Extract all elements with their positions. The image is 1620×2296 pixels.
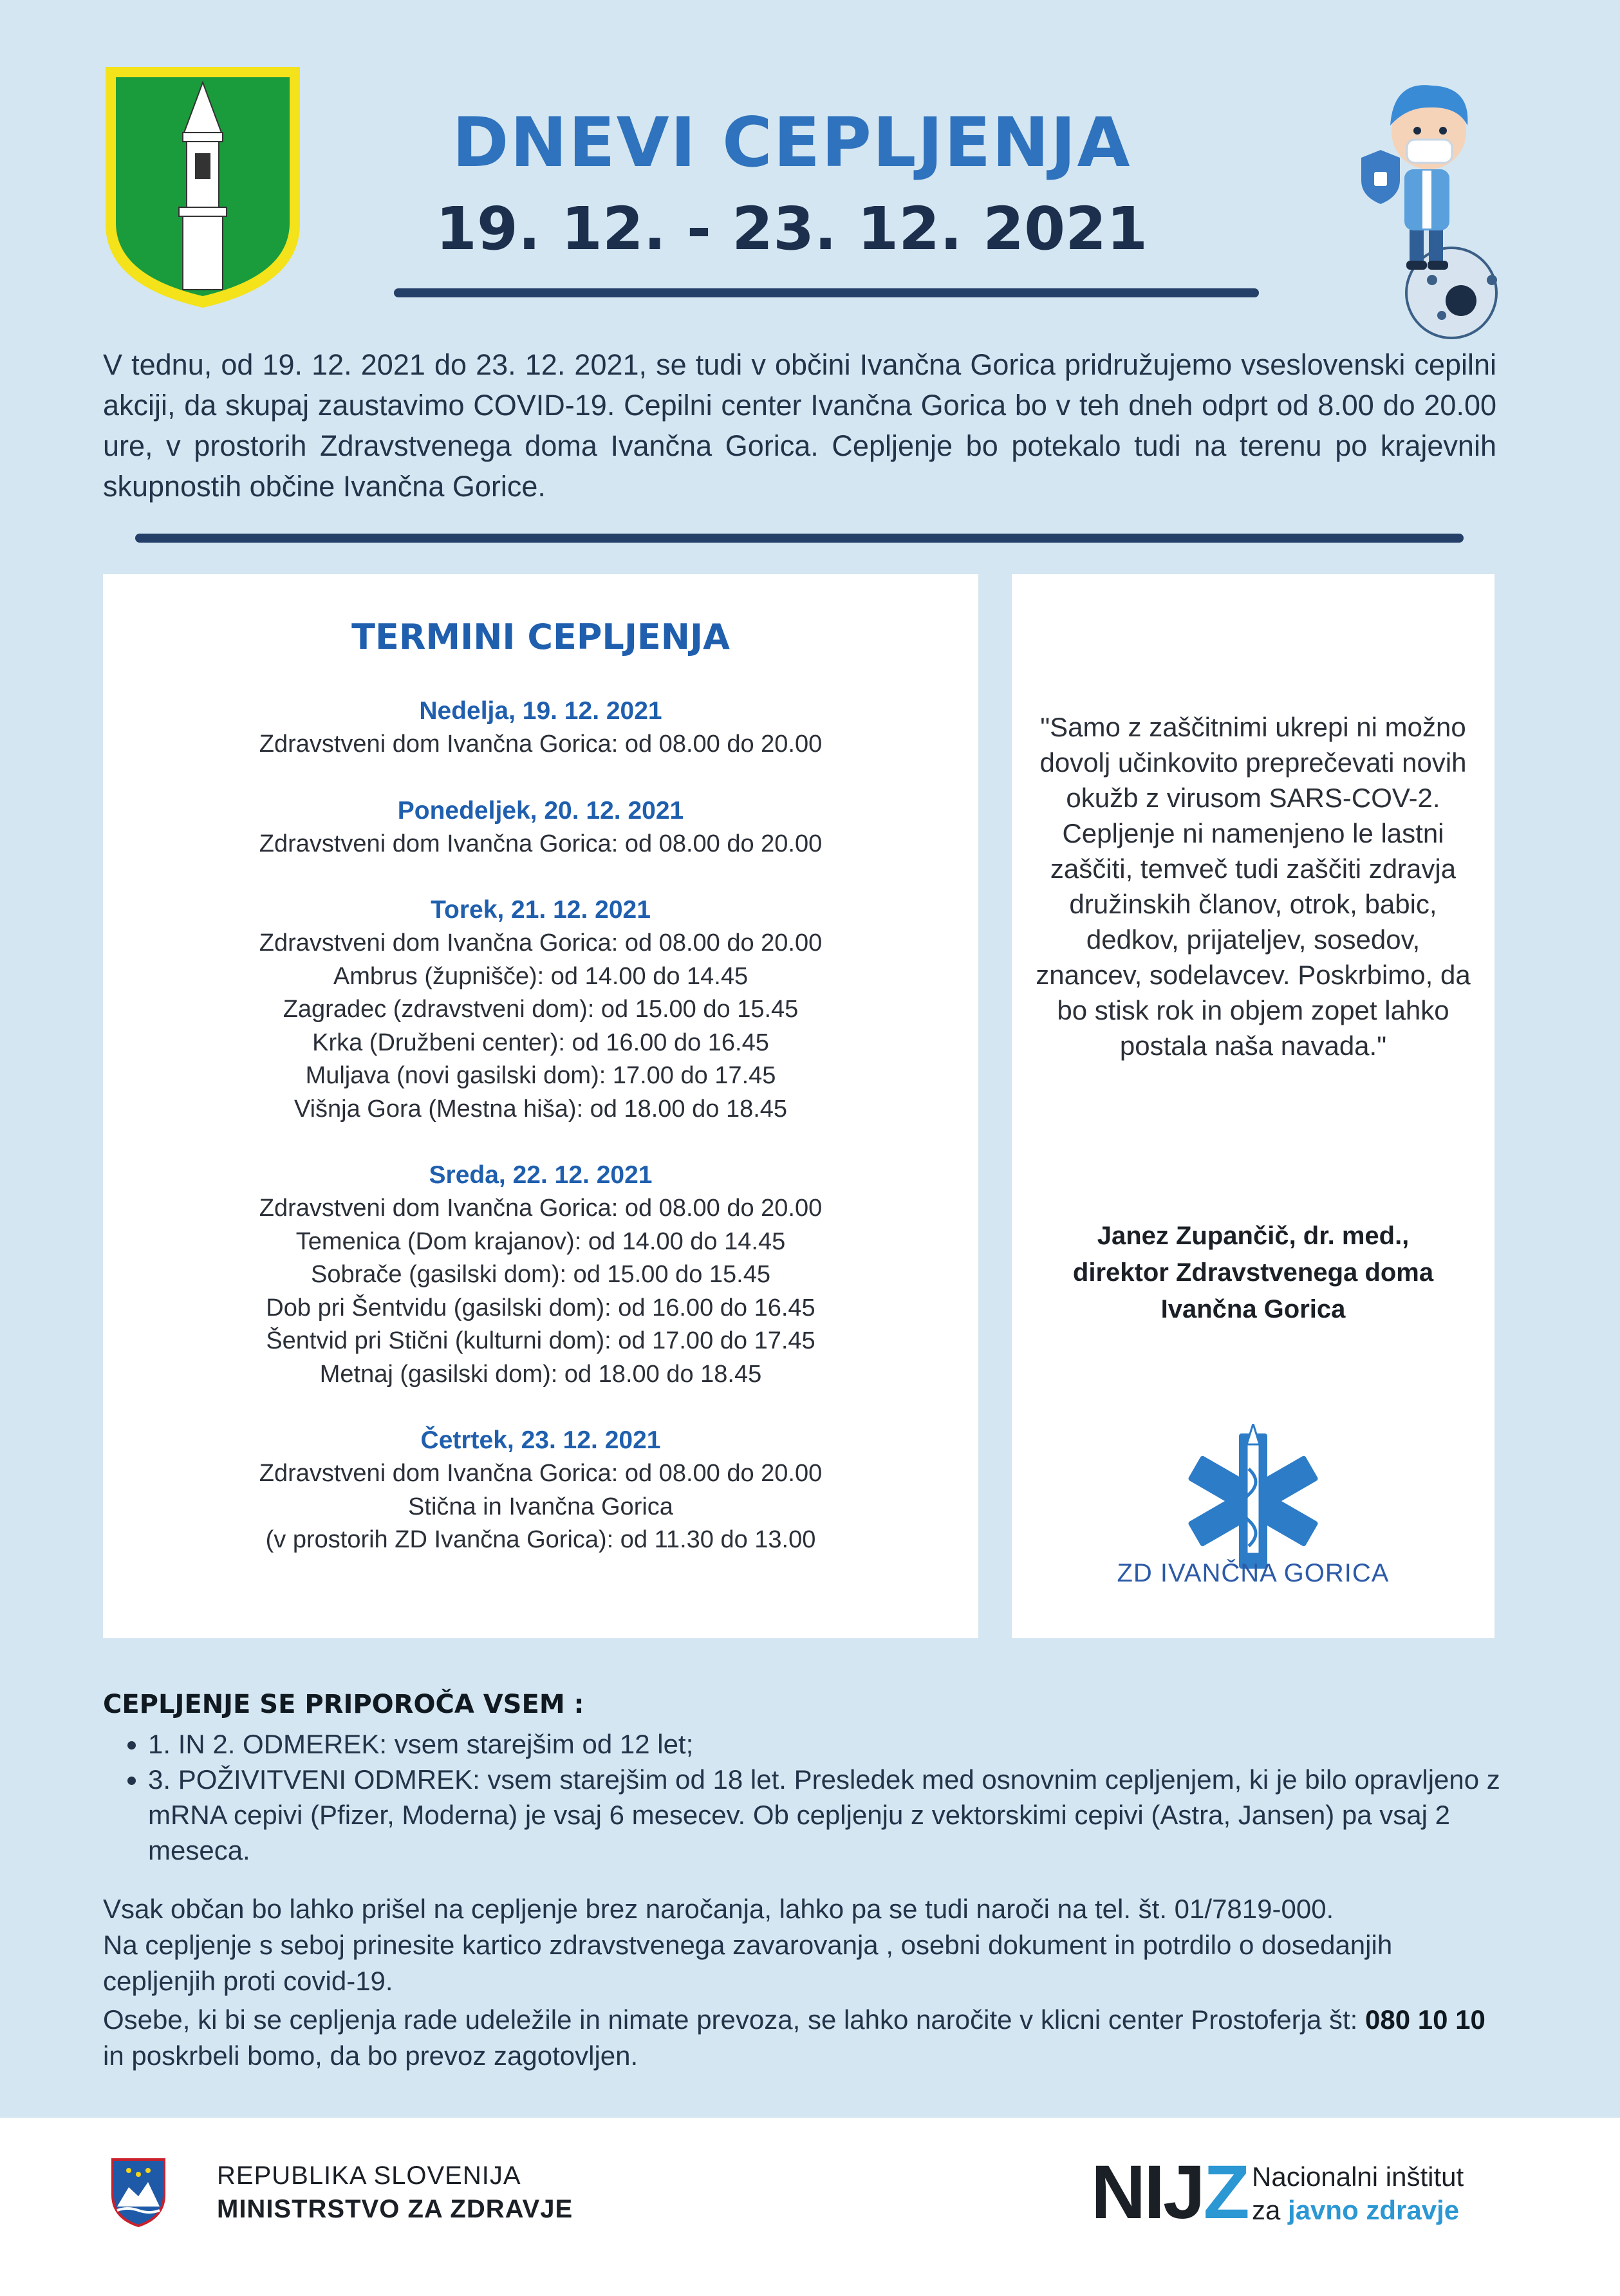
zd-logo-text: ZD IVANČNA GORICA — [1117, 1559, 1390, 1587]
nijz-name-line2 — [1252, 2195, 1459, 2226]
page-title: DNEVI CEPLJENJA — [452, 103, 1131, 182]
nijz-logo-z: Z — [1203, 2150, 1248, 2235]
nijz-line2-highlight: javno zdravje — [1288, 2195, 1460, 2225]
list-item: • 3. POŽIVITVENI ODMREK: vsem starejšim od 18 let. Presledek med osnovnim cepljenjem, ki je bilo opravljeno z mRNA cepivi (Pfizer, Moderna) je vsaj 6 mesecev. Ob cepljenju z vektorskimi cepivi (Astra, Jansen) pa vsaj 2 meseca. — [148, 1762, 1525, 1868]
quote-author — [1025, 1218, 1482, 1328]
day-line: Zdravstveni dom Ivančna Gorica: od 08.00 do 20.00 — [259, 830, 823, 857]
intro-paragraph: V tednu, od 19. 12. 2021 do 23. 12. 2021, se tudi v občini Ivančna Gorica pridružujemo vseslovenski cepilni akciji, da skupaj zaustavimo COVID-19. Cepilni center Ivančna Gorica bo v teh dneh odprt od 8.00 do 20.00 ure, v prostorih Zdravstvenega doma Ivančna Gorica. Cepljenje bo potekalo tudi na terenu po krajevnih skupnostih občine Ivančna Gorice. — [103, 348, 1496, 503]
info-line: Na cepljenje s seboj prinesite kartico zdravstvenega zavarovanja , osebni dokument in potrdilo o dosedanjih cepljenjih proti covid-19. — [103, 1930, 1393, 1996]
day-monday — [103, 794, 978, 861]
day-wednesday — [103, 1159, 978, 1391]
nijz-logo-prefix: NIJ — [1091, 2150, 1204, 2235]
day-line: Temenica (Dom krajanov): od 14.00 do 14.45 — [295, 1227, 786, 1255]
day-thursday — [103, 1424, 978, 1557]
municipal-crest-icon — [102, 63, 304, 310]
intro-divider — [135, 534, 1464, 543]
day-line: Dob pri Šentvidu (gasilski dom): od 16.00 do 16.45 — [266, 1294, 815, 1321]
info-paragraph-registration — [103, 1891, 1500, 1999]
day-line: Stična in Ivančna Gorica — [408, 1493, 673, 1520]
recommendation-list — [119, 1726, 1525, 1868]
info-line: Osebe, ki bi se cepljenja rade udeležile in nimate prevoza, se lahko naročite v klicni center Prostoferja št: — [103, 2004, 1358, 2035]
day-line: Zdravstveni dom Ivančna Gorica: od 08.00 do 20.00 — [259, 731, 823, 758]
author-institution: Ivančna Gorica — [1160, 1295, 1346, 1323]
info-line: in poskrbeli bomo, da bo prevoz zagotovljen. — [103, 2040, 638, 2071]
schedule-days — [103, 695, 978, 1590]
day-title: Sreda, 22. 12. 2021 — [429, 1161, 653, 1189]
nijz-logo — [1091, 2149, 1248, 2236]
day-line: Šentvid pri Stični (kulturni dom): od 17.00 do 17.45 — [266, 1327, 815, 1354]
transport-phone: 080 10 10 — [1365, 2004, 1485, 2035]
footer — [0, 2118, 1620, 2296]
vaccinated-child-illustration — [1345, 61, 1509, 344]
day-line: Višnja Gora (Mestna hiša): od 18.00 do 18.45 — [293, 1095, 788, 1123]
day-line: Zdravstveni dom Ivančna Gorica: od 08.00 do 20.00 — [259, 1460, 823, 1487]
ministry-line2: MINISTRSTVO ZA ZDRAVJE — [217, 2195, 573, 2223]
day-title: Torek, 21. 12. 2021 — [431, 896, 651, 924]
day-line: Ambrus (župnišče): od 14.00 do 14.45 — [333, 962, 749, 990]
schedule-title: TERMINI CEPLJENJA — [351, 617, 730, 657]
day-line: Krka (Družbeni center): od 16.00 do 16.45 — [312, 1029, 769, 1056]
header-divider — [394, 288, 1259, 297]
nijz-name-line1: Nacionalni inštitut — [1252, 2161, 1464, 2192]
day-line: Sobrače (gasilski dom): od 15.00 do 15.45 — [311, 1261, 770, 1288]
day-line: Zagradec (zdravstveni dom): od 15.00 do 15.45 — [283, 996, 799, 1023]
day-tuesday — [103, 893, 978, 1126]
info-line: Vsak občan bo lahko prišel na cepljenje brez naročanja, lahko pa se tudi naroči na tel. št. 01/7819-000. — [103, 1894, 1334, 1924]
day-line: Metnaj (gasilski dom): od 18.00 do 18.45 — [319, 1360, 762, 1388]
author-name: Janez Zupančič, dr. med., — [1097, 1222, 1410, 1250]
day-title: Nedelja, 19. 12. 2021 — [419, 697, 662, 725]
day-title: Četrtek, 23. 12. 2021 — [420, 1426, 661, 1454]
day-line: Zdravstveni dom Ivančna Gorica: od 08.00 do 20.00 — [259, 929, 823, 957]
ministry-line1: REPUBLIKA SLOVENIJA — [217, 2161, 521, 2190]
day-sunday — [103, 695, 978, 761]
list-item: • 1. IN 2. ODMEREK: vsem starejšim od 12 let; — [148, 1726, 1525, 1762]
day-title: Ponedeljek, 20. 12. 2021 — [397, 796, 684, 825]
nijz-line2-prefix: za — [1252, 2195, 1281, 2225]
recommendation-title: CEPLJENJE SE PRIPOROČA VSEM : — [103, 1690, 584, 1719]
quote-panel — [1012, 574, 1494, 1638]
author-title: direktor Zdravstvenega doma — [1072, 1258, 1434, 1287]
day-line: Muljava (novi gasilski dom): 17.00 do 17.45 — [305, 1062, 776, 1089]
day-line: (v prostorih ZD Ivančna Gorica): od 11.30 do 13.00 — [265, 1526, 816, 1553]
schedule-panel — [103, 574, 978, 1638]
director-quote: "Samo z zaščitnimi ukrepi ni možno dovolj učinkovito preprečevati novih okužb z virusom SARS-COV-2. Cepljenje ni namenjeno le lastni zaščiti, temveč tudi zaščiti zdravja družinskih članov, otrok, babic, dedkov, prijateljev, sosedov, znancev, sodelavcev. Poskrbimo, da bo stisk rok in objem zopet lahko postala naša navada." — [1036, 712, 1471, 1061]
info-paragraph-transport — [103, 2002, 1500, 2074]
date-range: 19. 12. - 23. 12. 2021 — [435, 194, 1148, 263]
day-line: Zdravstveni dom Ivančna Gorica: od 08.00 do 20.00 — [259, 1195, 823, 1222]
slovenian-coat-of-arms-icon — [109, 2156, 167, 2228]
